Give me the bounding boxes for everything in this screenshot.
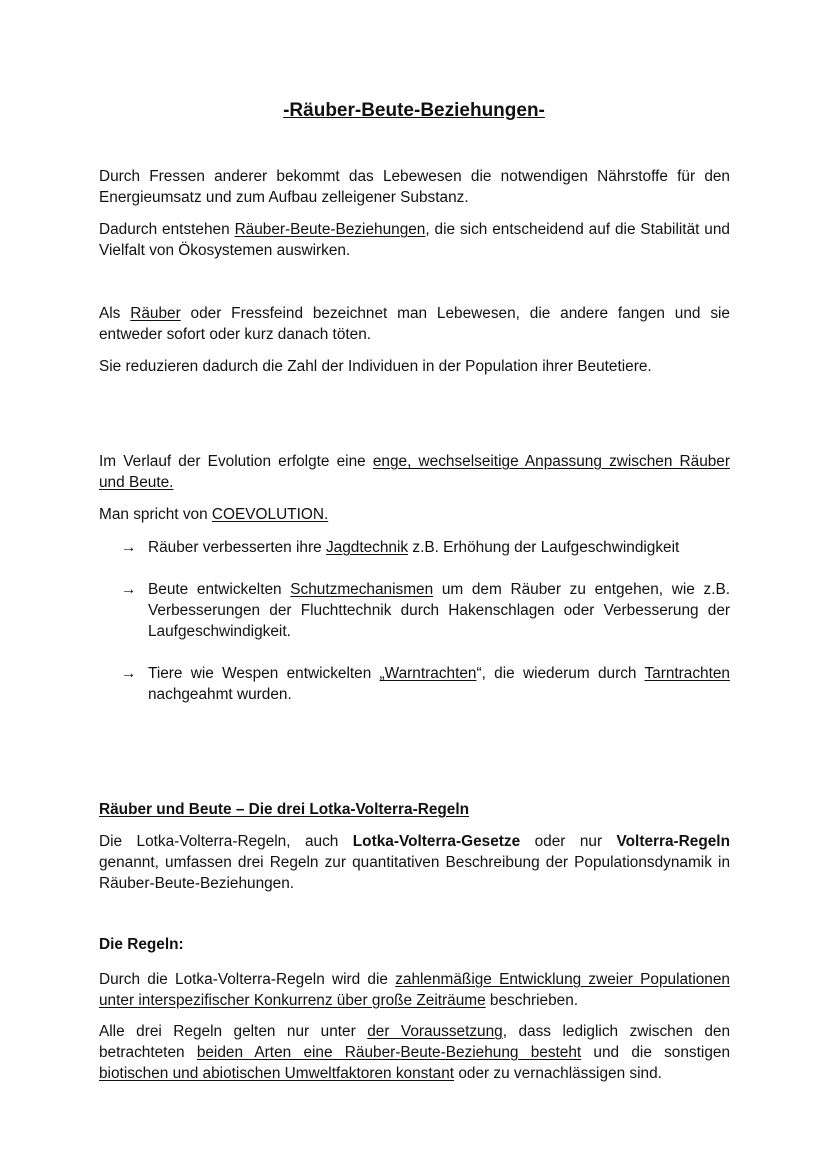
term-anpassung: enge, wechselseitige Anpassung zwischen Räuber und Beute. (99, 453, 730, 491)
term-tarntrachten: Tarntrachten (644, 665, 730, 682)
raeuber-paragraph-1: Als Räuber oder Fressfeind bezeichnet man Lebewesen, die andere fangen und sie entweder sofort oder kurz danach töten. (99, 305, 730, 343)
term-jagdtechnik: Jagdtechnik (325, 539, 409, 556)
arrow-right-icon: → (121, 665, 137, 682)
list-item: → Beute entwickelten Schutzmechanismen um dem Räuber zu entgehen, wie z.B. Verbesserungen der Fluchttechnik durch Hakenschlagen oder Verbesserung der Laufgeschwindigkeit. (121, 581, 731, 640)
term-umweltfaktoren: biotischen und abiotischen Umweltfaktoren konstant (99, 1065, 455, 1082)
section-heading-regeln: Die Regeln: (99, 936, 184, 953)
regeln-paragraph-1: Durch die Lotka-Volterra-Regeln wird die zahlenmäßige Entwicklung zweier Populationen unter interspezifischer Konkurrenz über große Zeiträume beschrieben. (99, 971, 730, 1009)
regeln-paragraph-2: Alle drei Regeln gelten nur unter der Voraussetzung, dass lediglich zwischen den betrachteten beiden Arten eine Räuber-Beute-Beziehung besteht und die sonstigen biotischen und abiotischen Umweltfaktoren konstant oder zu vernachlässigen sind. (99, 1023, 731, 1082)
page-title: -Räuber-Beute-Beziehungen- (283, 100, 545, 121)
intro-paragraph-1: Durch Fressen anderer bekommt das Lebewesen die notwendigen Nährstoffe für den Energieumsatz und zum Aufbau zelleigener Substanz. (99, 168, 730, 206)
intro-paragraph-2: Dadurch entstehen Räuber-Beute-Beziehungen, die sich entscheidend auf die Stabilität und Vielfalt von Ökosystemen auswirken. (99, 221, 730, 259)
arrow-right-icon: → (121, 581, 137, 598)
arrow-right-icon: → (121, 539, 137, 556)
evolution-paragraph-1: Im Verlauf der Evolution erfolgte eine enge, wechselseitige Anpassung zwischen Räuber und Beute. (99, 453, 730, 491)
evolution-paragraph-2: Man spricht von COEVOLUTION. (99, 506, 329, 523)
term-coevolution: COEVOLUTION. (211, 506, 329, 523)
list-item: → Räuber verbesserten ihre Jagdtechnik z.B. Erhöhung der Laufgeschwindigkeit (121, 539, 680, 556)
section-heading-lotka-volterra: Räuber und Beute – Die drei Lotka-Volterra-Regeln (99, 801, 470, 818)
term-voraussetzung: der Voraussetzung (367, 1023, 503, 1040)
term-schutzmechanismen: Schutzmechanismen (290, 581, 434, 598)
term-warntrachten: „Warntrachten (379, 665, 477, 682)
term-raeuber-beute-beziehungen: Räuber-Beute-Beziehungen (234, 221, 426, 238)
term-beiden-arten: beiden Arten eine Räuber-Beute-Beziehung besteht (196, 1044, 582, 1061)
term-zahlenmaessige-entwicklung: zahlenmäßige Entwicklung zweier Populationen unter interspezifischer Konkurrenz über große Zeiträume (99, 971, 730, 1009)
list-item: → Tiere wie Wespen entwickelten „Warntrachten“, die wiederum durch Tarntrachten nachgeahmt wurden. (121, 665, 730, 703)
raeuber-paragraph-2: Sie reduzieren dadurch die Zahl der Individuen in der Population ihrer Beutetiere. (99, 358, 652, 375)
lotka-paragraph: Die Lotka-Volterra-Regeln, auch Lotka-Volterra-Gesetze oder nur Volterra-Regeln genannt, umfassen drei Regeln zur quantitativen Beschreibung der Populationsdynamik in Räuber-Beute-Beziehungen. (99, 833, 730, 892)
term-raeuber: Räuber (130, 305, 181, 322)
